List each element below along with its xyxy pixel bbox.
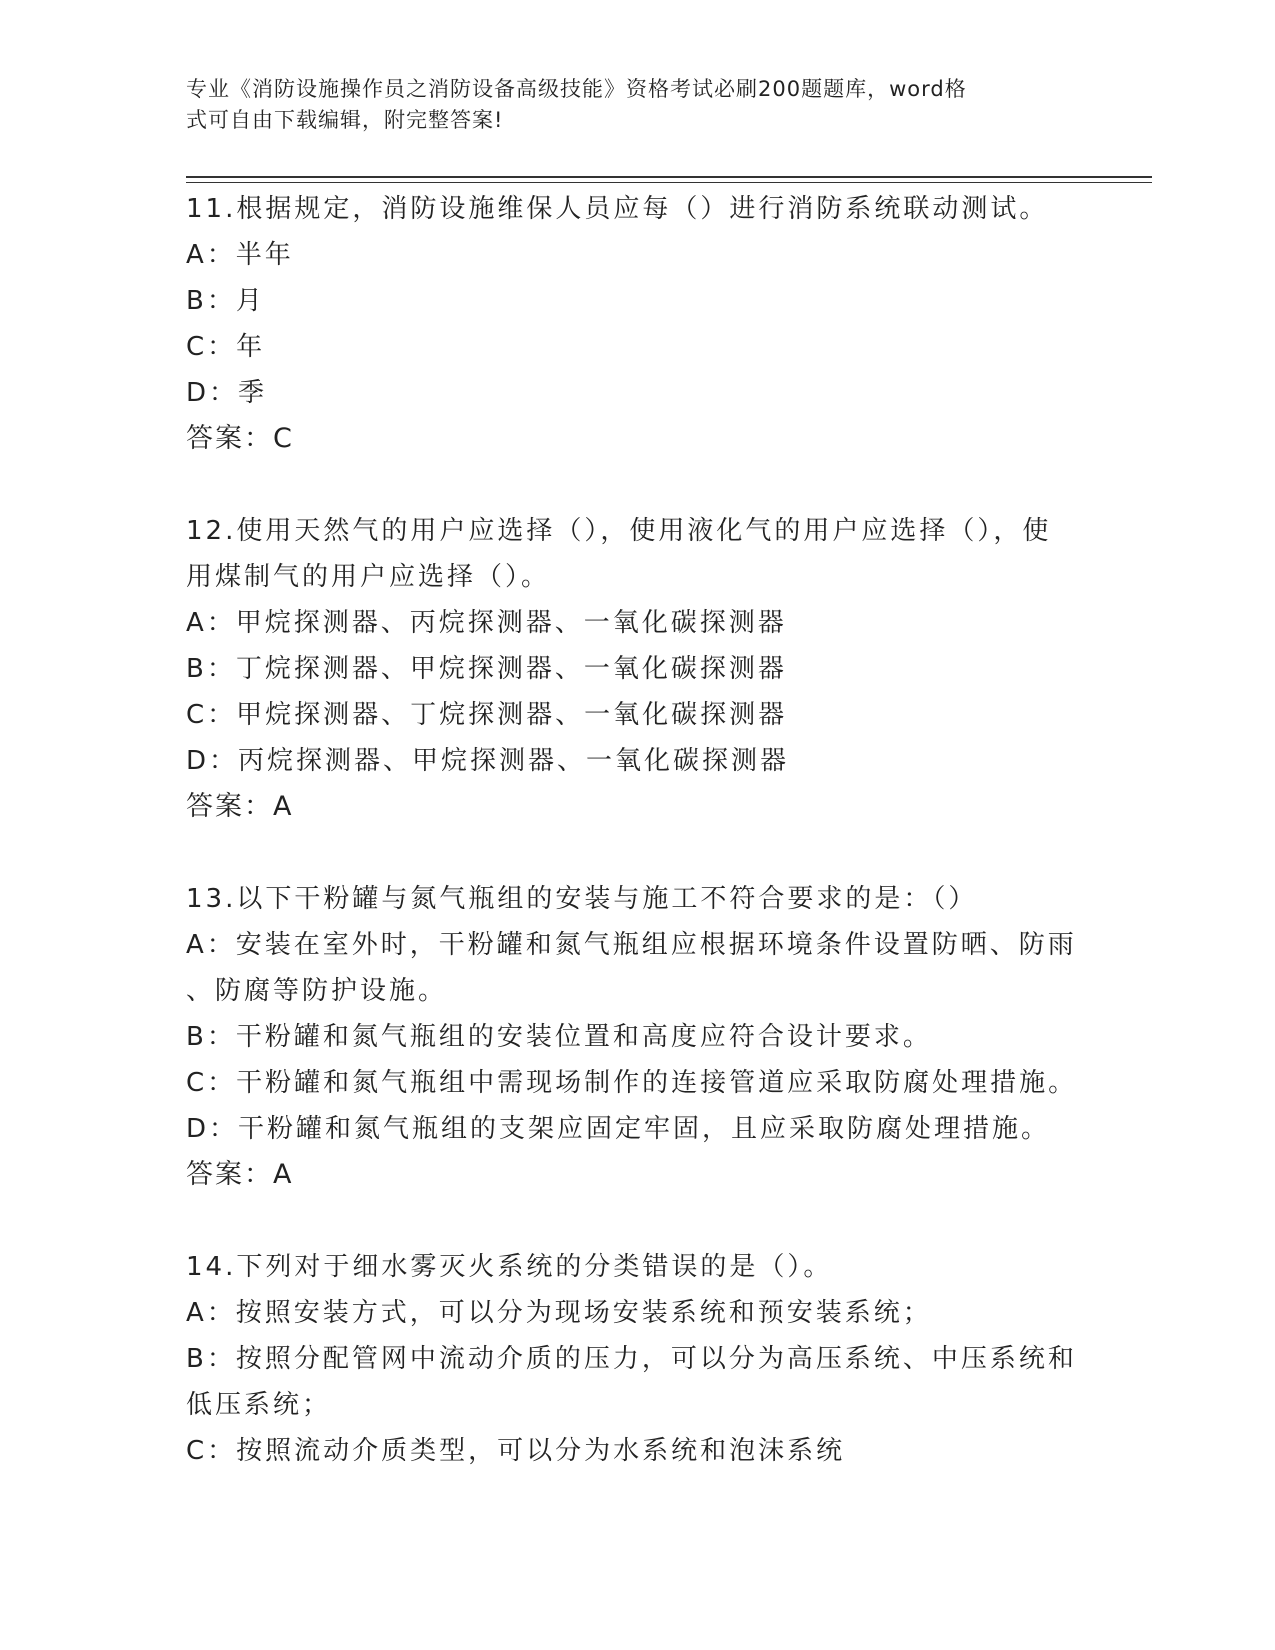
header-divider-thick [186, 176, 1152, 178]
option-a: A：安装在室外时，干粉罐和氮气瓶组应根据环境条件设置防晒、防雨 [186, 930, 1077, 960]
header-line: 式可自由下载编辑，附完整答案! [186, 108, 504, 132]
option-b: B：按照分配管网中流动介质的压力，可以分为高压系统、中压系统和 [186, 1344, 1077, 1374]
question-stem: 14.下列对于细水雾灭火系统的分类错误的是（）。 [186, 1252, 833, 1282]
question-11 [186, 186, 1086, 462]
option-c: C：按照流动介质类型，可以分为水系统和泡沫系统 [186, 1436, 846, 1466]
option-d: D：干粉罐和氮气瓶组的支架应固定牢固，且应采取防腐处理措施。 [186, 1114, 1051, 1144]
question-stem: 13.以下干粉罐与氮气瓶组的安装与施工不符合要求的是：（） [186, 884, 978, 914]
answer-line: 答案：C [186, 423, 294, 454]
answer-line: 答案：A [186, 1159, 294, 1190]
question-stem-continued: 用煤制气的用户应选择（）。 [186, 562, 551, 592]
question-14 [186, 1244, 1086, 1474]
option-d: D：丙烷探测器、甲烷探测器、一氧化碳探测器 [186, 746, 790, 776]
document-header [186, 74, 1066, 136]
question-stem: 12.使用天然气的用户应选择（），使用液化气的用户应选择（），使 [186, 516, 1052, 546]
option-a: A：甲烷探测器、丙烷探测器、一氧化碳探测器 [186, 608, 787, 638]
option-c: C：年 [186, 332, 266, 362]
question-stem: 11.根据规定，消防设施维保人员应每（）进行消防系统联动测试。 [186, 194, 1049, 224]
option-a-continued: 、防腐等防护设施。 [186, 976, 448, 1006]
option-a: A：按照安装方式，可以分为现场安装系统和预安装系统； [186, 1298, 932, 1328]
question-13 [186, 876, 1086, 1198]
question-list [186, 186, 1086, 1474]
option-c: C：甲烷探测器、丁烷探测器、一氧化碳探测器 [186, 700, 788, 730]
option-c: C：干粉罐和氮气瓶组中需现场制作的连接管道应采取防腐处理措施。 [186, 1068, 1078, 1098]
option-a: A：半年 [186, 240, 294, 270]
option-b: B：月 [186, 286, 265, 316]
option-b: B：干粉罐和氮气瓶组的安装位置和高度应符合设计要求。 [186, 1022, 932, 1052]
question-12 [186, 508, 1086, 830]
option-b-continued: 低压系统； [186, 1390, 332, 1420]
header-divider-thin [186, 182, 1152, 183]
option-b: B：丁烷探测器、甲烷探测器、一氧化碳探测器 [186, 654, 787, 684]
option-d: D：季 [186, 378, 268, 408]
answer-line: 答案：A [186, 791, 294, 822]
header-line: 专业《消防设施操作员之消防设备高级技能》资格考试必刷200题题库，word格 [186, 77, 967, 101]
